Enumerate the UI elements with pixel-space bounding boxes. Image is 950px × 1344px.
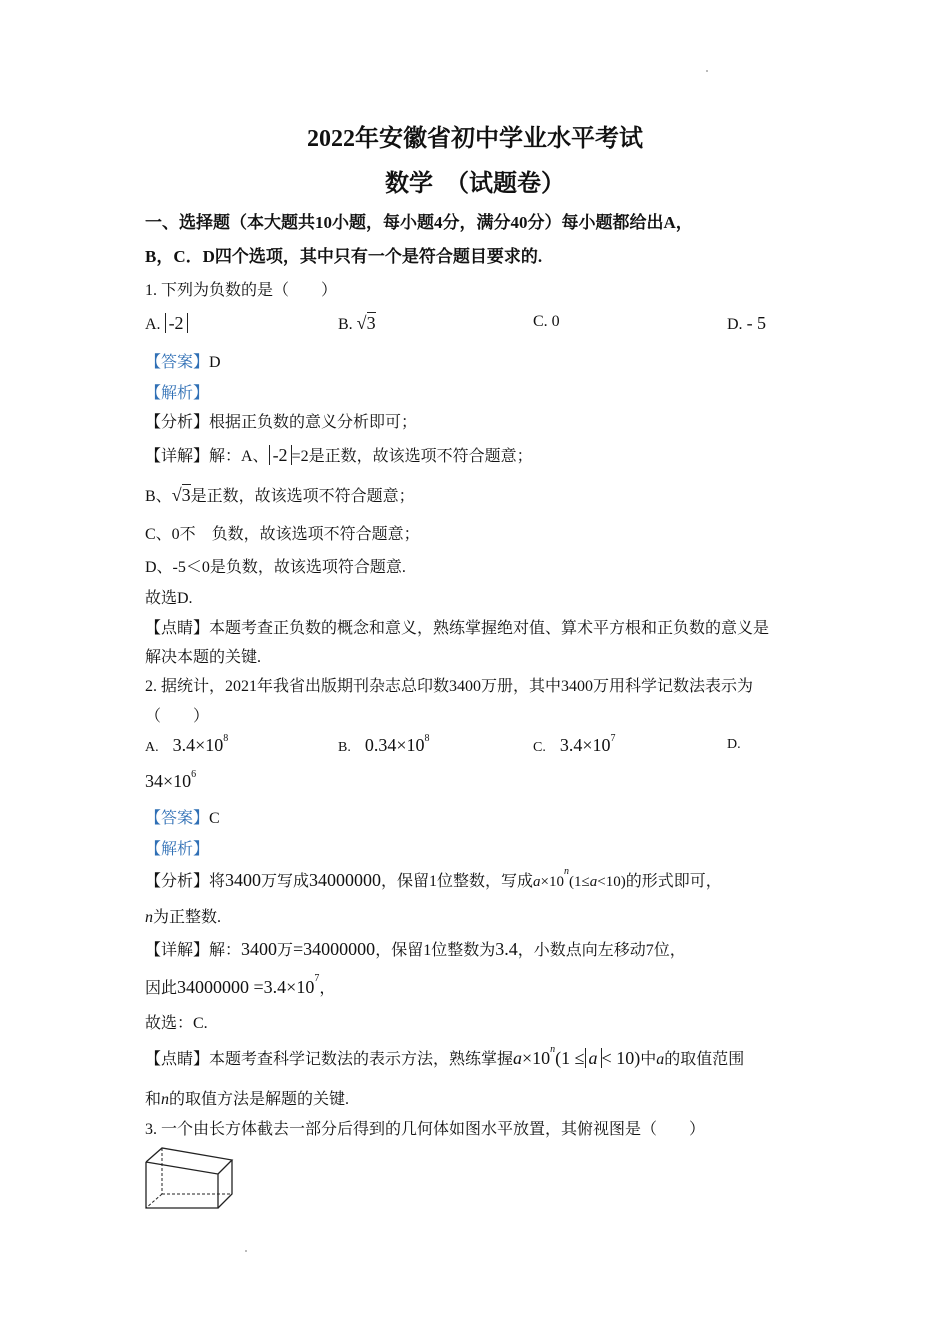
q2-fenxi-math-3a: a — [533, 874, 541, 890]
page-subtitle: 数学 （试题卷） — [385, 171, 565, 197]
q2-option-a-exp: 8 — [223, 733, 229, 744]
q1-fenxi: 【分析】根据正负数的意义分析即可； — [145, 414, 418, 431]
q2-answer-tag: 【答案】 — [145, 810, 210, 827]
q2-option-d-exp: 6 — [191, 769, 197, 780]
q2-option-d-base: 34×10 — [145, 771, 192, 791]
q2-option-d-label — [727, 735, 741, 753]
q1-answer-value: D — [209, 354, 221, 371]
q1-option-a-math: -2 — [165, 313, 188, 333]
q2-yinci-text: 因此 — [145, 980, 178, 997]
q1-option-c: C. 0 — [533, 313, 560, 330]
q2-option-c-label: C. — [533, 740, 546, 755]
q2-fenxi-text-c: ，保留1位整数，写成 — [381, 873, 534, 890]
q2-dianjing-math-3: (1 ≤ — [555, 1048, 585, 1068]
q2-fenxi-math-3c: (1≤ — [569, 874, 590, 890]
q1-option-b-radicand: 3 — [366, 313, 376, 333]
q2-fenxi-math-2: 34000000 — [309, 870, 382, 890]
q2-dianjing-line1 — [145, 1046, 744, 1069]
q1-option-b-sqrt: √3 — [356, 313, 376, 333]
q2-detail-text-c: ，保留1位整数为 — [375, 942, 496, 959]
q1-stem: 1. 下列为负数的是（ ） — [145, 282, 338, 299]
q2-yinci-exp: 7 — [314, 973, 320, 984]
section-heading-line1: 一、选择题（本大题共10小题，每小题4分，满分40分）每小题都给出A， — [145, 213, 693, 232]
q2-analysis-tag: 【解析】 — [145, 841, 210, 858]
q2-detail-math-2: =34000000 — [293, 939, 376, 959]
q2-option-a-base: 3.4×10 — [172, 735, 224, 755]
q2-stem-line1: 2. 据统计，2021年我省出版期刊杂志总印数3400万册，其中3400万用科学记数法表示为 — [145, 678, 754, 695]
q2-fenxi-math-1: 3400 — [225, 870, 262, 890]
q2-dianjing-math-5: < 10) — [601, 1048, 641, 1068]
q2-option-b-exp: 8 — [424, 733, 430, 744]
q2-dianjing-line2 — [145, 1086, 349, 1109]
q2-dianjing-text-b: 中 — [640, 1051, 657, 1068]
q3-solid-figure — [140, 1144, 240, 1214]
q1-answer-tag: 【答案】 — [145, 354, 210, 371]
q2-detail-text-b: 万 — [277, 942, 294, 959]
q1-detail-a — [145, 443, 533, 466]
q1-line-d: D、-5＜0是负数，故该选项符合题意. — [145, 559, 406, 576]
q2-dianjing-exp: n — [550, 1044, 556, 1055]
q2-fenxi-rest: 为正整数. — [153, 909, 222, 926]
q2-detail-text-d: ，小数点向左移动7位， — [517, 942, 686, 959]
q1-option-d-math: - 5 — [746, 313, 767, 333]
q1-line-b-pre: B、 — [145, 488, 172, 505]
q2-yinci-end: ， — [319, 980, 336, 997]
q2-dianjing-text-d: 的取值范围 — [664, 1051, 745, 1068]
q1-dianjing-line1: 【点睛】本题考查正负数的概念和意义，熟练掌握绝对值、算术平方根和正负数的意义是 — [145, 620, 770, 637]
q2-fenxi-text-a: 【分析】将 — [145, 873, 226, 890]
q2-dianjing-text-a: 【点睛】本题考查科学记数法的表示方法，熟练掌握 — [145, 1051, 514, 1068]
q1-analysis-tag: 【解析】 — [145, 385, 210, 402]
q2-dianjing2-text-a: 和 — [145, 1091, 162, 1108]
q2-yinci-math: 34000000 =3.4×10 — [177, 977, 315, 997]
q2-option-d-label-text: D. — [727, 737, 741, 752]
q1-detail-math: -2 — [269, 445, 292, 465]
q1-line-b-rest: 是正数，故该选项不符合题意； — [190, 488, 415, 505]
q3-stem: 3. 一个由长方体截去一部分后得到的几何体如图水平放置，其俯视图是（ ） — [145, 1121, 706, 1138]
q1-option-a — [145, 313, 188, 334]
q2-option-b — [338, 735, 430, 756]
q2-fenxi-text-b: 万写成 — [261, 873, 310, 890]
q2-stem-line2: （ ） — [145, 708, 210, 725]
section-heading-line2: B，C．D四个选项，其中只有一个是符合题目要求的. — [145, 247, 543, 266]
q2-dianjing-math-2: ×10 — [522, 1048, 551, 1068]
q1-option-b — [338, 313, 376, 334]
q2-option-a — [145, 735, 228, 756]
bottom-mark — [245, 1250, 247, 1252]
q2-option-c-exp: 7 — [610, 733, 616, 744]
q2-option-b-base: 0.34×10 — [364, 735, 425, 755]
q2-fenxi-math-3b: ×10 — [540, 874, 565, 890]
q1-option-a-label: A. — [145, 316, 161, 333]
corner-mark — [706, 70, 708, 72]
q2-fenxi-math-3exp: n — [564, 866, 570, 877]
q2-fenxi-line1 — [145, 868, 722, 891]
q2-dianjing-text-c: a — [656, 1051, 665, 1068]
q2-option-c — [533, 735, 616, 756]
q2-fenxi-line2 — [145, 904, 221, 927]
q1-detail-rest: =2是正数，故该选项不符合题意； — [291, 448, 533, 465]
q2-fenxi-math-3e: <10) — [597, 874, 626, 890]
q2-detail-math-1: 3400 — [241, 939, 278, 959]
q2-fenxi-math-3d: a — [589, 874, 598, 890]
q1-option-d-label: D. — [727, 316, 743, 333]
q2-option-b-label: B. — [338, 740, 351, 755]
q2-answer — [145, 805, 220, 828]
q1-choose: 故选D. — [145, 590, 193, 607]
q1-dianjing-line2: 解决本题的关键. — [145, 649, 262, 666]
q1-option-b-label: B. — [338, 316, 353, 333]
q2-fenxi-n: n — [145, 909, 153, 926]
q1-line-c: C、0不 负数，故该选项不符合题意； — [145, 526, 420, 543]
page-title: 2022年安徽省初中学业水平考试 — [307, 126, 643, 152]
q2-answer-value: C — [209, 810, 220, 827]
q2-option-c-base: 3.4×10 — [559, 735, 611, 755]
q2-dianjing-math-1: a — [513, 1048, 523, 1068]
q2-detail-math-3: 3.4 — [495, 939, 518, 959]
q1-line-b-radicand: 3 — [181, 485, 191, 505]
q1-detail-tag: 【详解】解：A、 — [145, 448, 269, 465]
q1-option-d — [727, 313, 766, 334]
q2-choose: 故选：C. — [145, 1015, 208, 1032]
q1-line-b — [145, 483, 415, 506]
q2-option-a-label: A. — [145, 740, 159, 755]
q2-fenxi-text-d: 的形式即可， — [625, 873, 722, 890]
q2-dianjing-math-4: a — [585, 1048, 602, 1068]
q2-option-d-math — [145, 771, 196, 792]
q2-dianjing2-n: n — [161, 1091, 170, 1108]
q2-detail-text-a: 【详解】解： — [145, 942, 242, 959]
q2-detail — [145, 937, 686, 960]
q2-yinci — [145, 975, 335, 998]
q2-dianjing2-rest: 的取值方法是解题的关键. — [169, 1091, 350, 1108]
q1-answer — [145, 349, 221, 372]
q1-line-b-sqrt: √3 — [171, 485, 191, 505]
